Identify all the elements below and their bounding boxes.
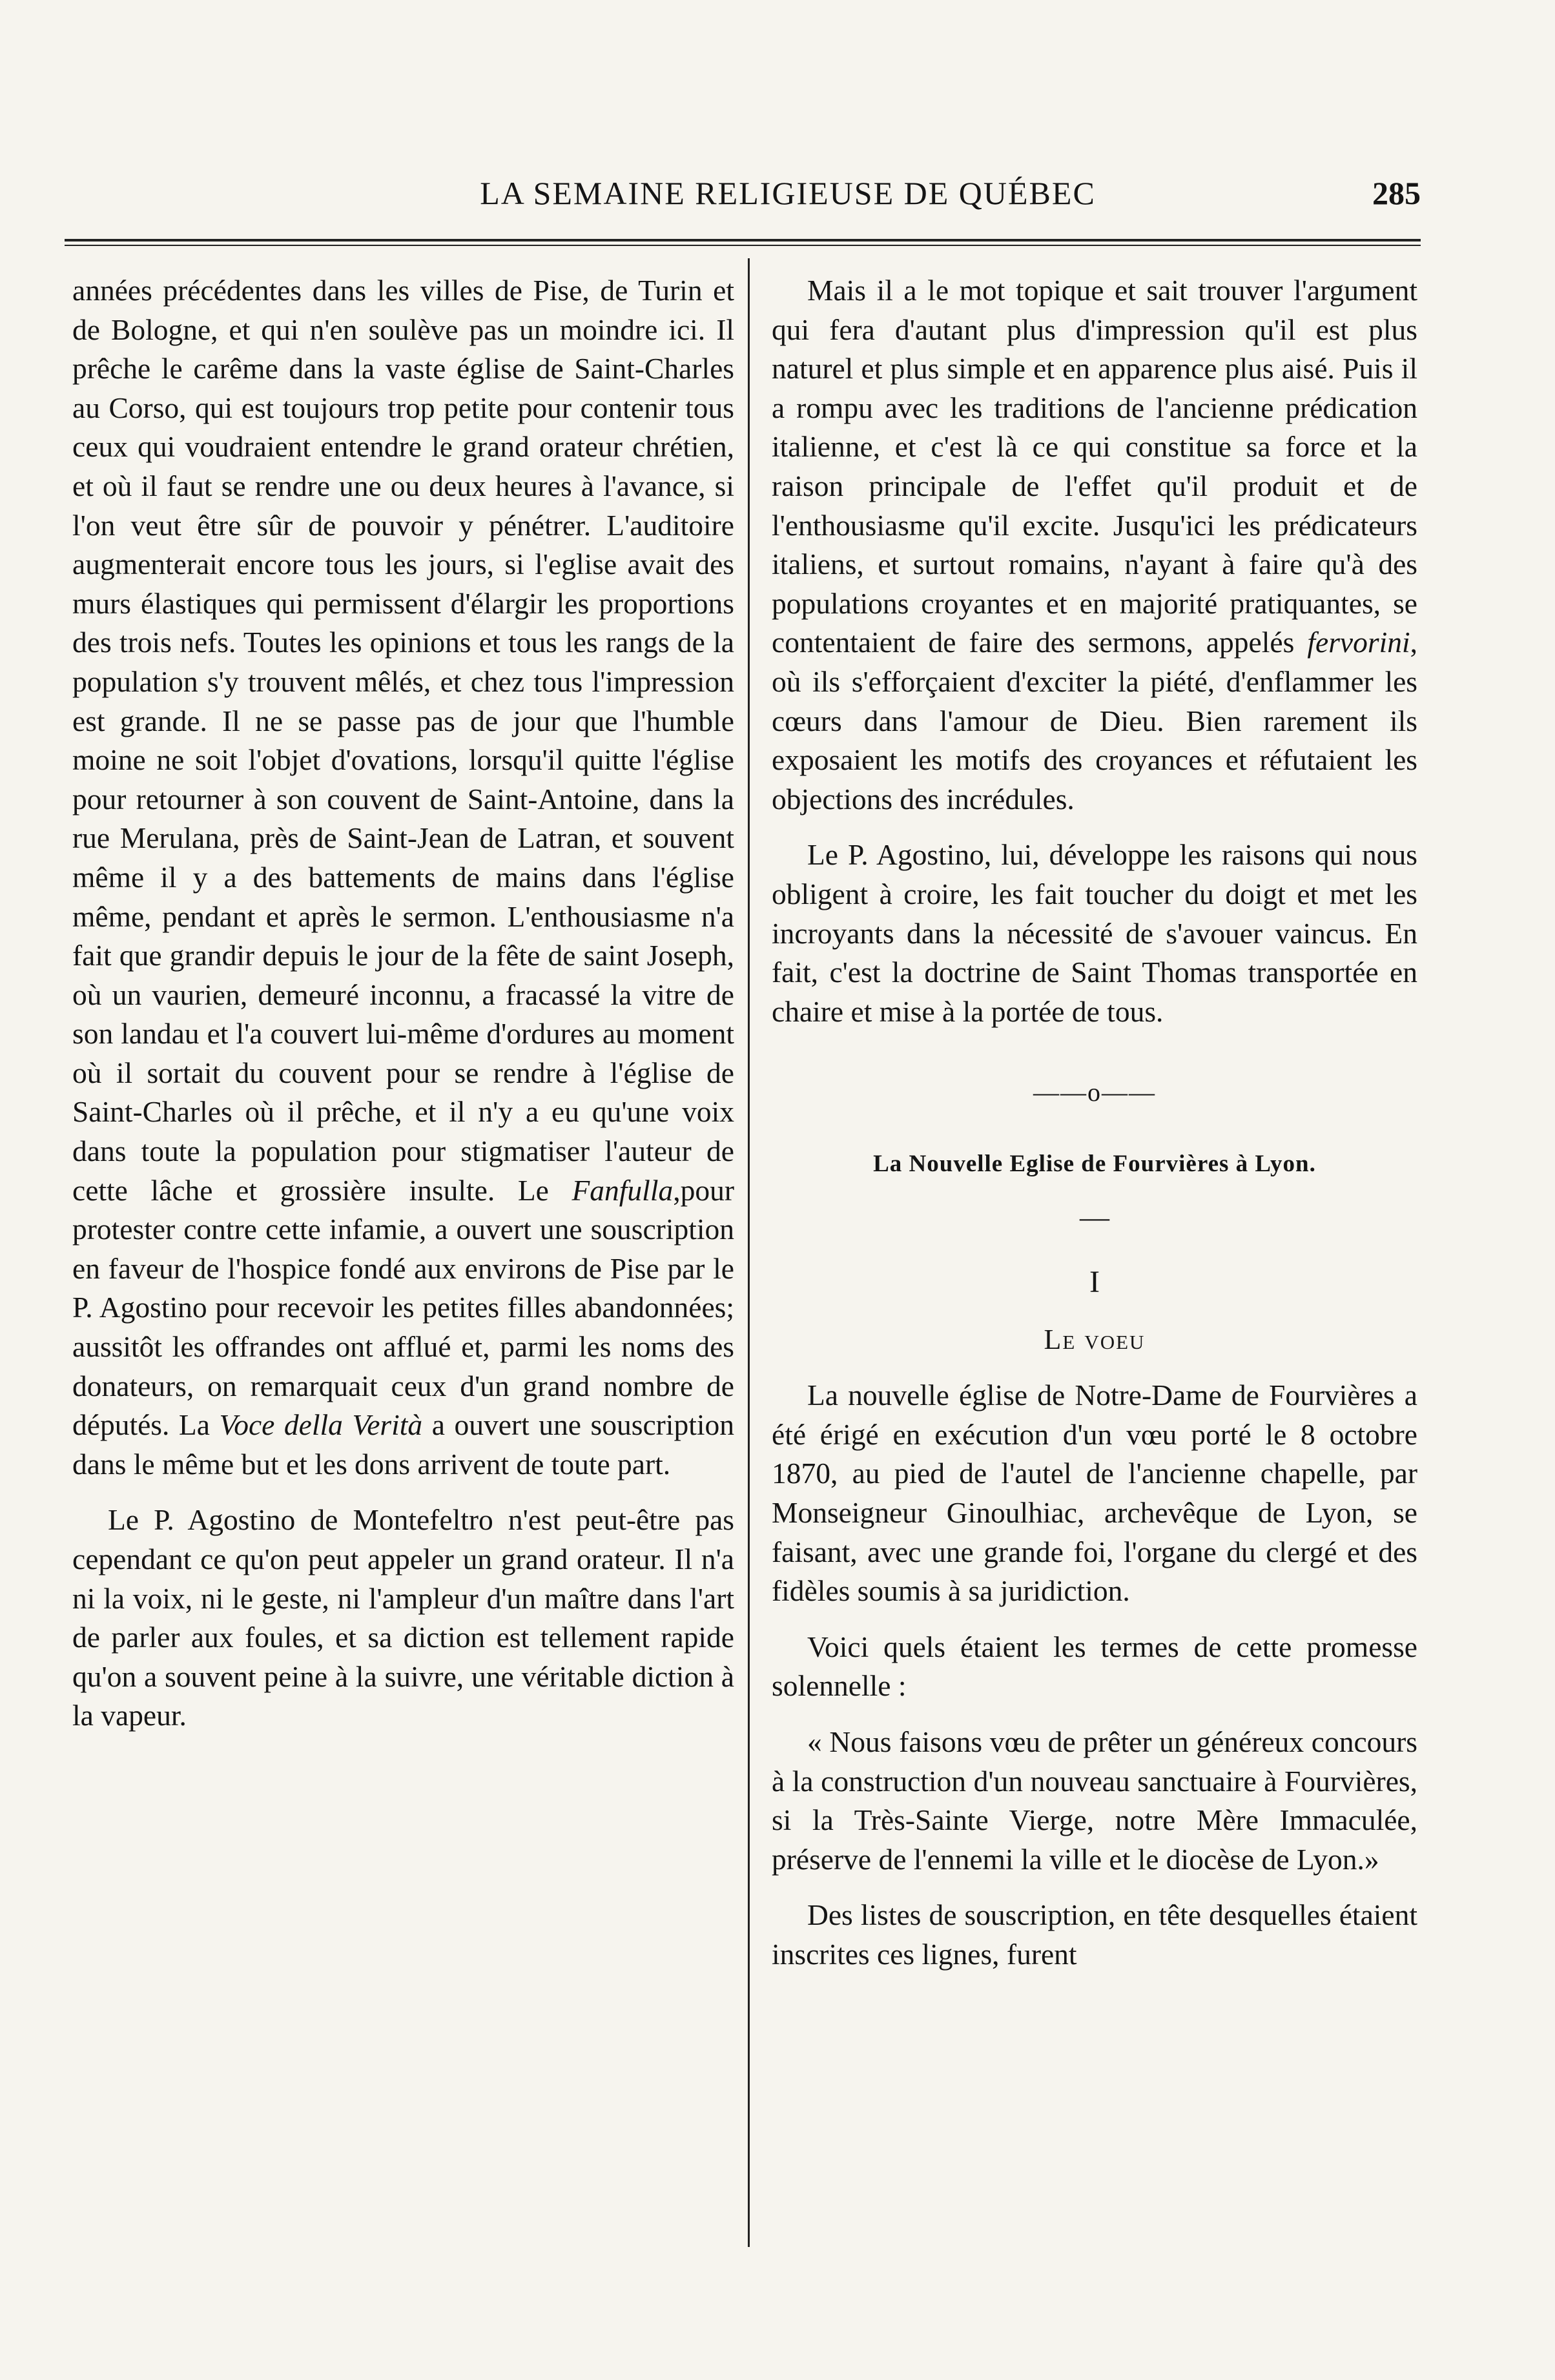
right-p1a-text: Mais il a le mot topique et sait trouver l'argument qui fera d'autant plus d'impression qu'il est plus naturel et plus simple et en apparence plus aisé. Puis il a rompu avec les traditions de l'ancienne prédication italienne, et c'est là ce qui constitue sa force et la raison principale de l'effet qu'il produit et de l'enthousiasme qu'il excite. Jusqu'ici les prédicateurs italiens, et surtout romains, n'ayant à faire qu'à des populations croyantes et en majorité pratiquantes, se contentaient de faire des sermons, appelés (772, 274, 1417, 659)
right-p1-italic: fervorini (1307, 626, 1410, 659)
left-paragraph-2: Le P. Agostino de Montefeltro n'est peut-être pas cependant ce qu'on peut appeler un grand orateur. Il n'a ni la voix, ni le geste, ni l'ampleur d'un maître dans l'art de parler aux foules, et sa diction est tellement rapide qu'on a souvent peine à la suivre, une véritable diction à la vapeur. (72, 1503, 734, 1732)
right-paragraph-5: « Nous faisons vœu de prêter un généreux concours à la construction d'un nouveau sanctuaire à Fourvières, si la Très-Sainte Vierge, notre Mère Immaculée, préserve de l'ennemi la ville et le diocèse de Lyon.» (772, 1725, 1417, 1876)
section-separator: ——o—— (1033, 1078, 1156, 1107)
right-paragraph-2: Le P. Agostino, lui, développe les raisons qui nous obligent à croire, les fait toucher du doigt et met les incroyants dans la nécessité de s'avouer vaincus. En fait, c'est la doctrine de Saint Thomas transportée en chaire et mise à la portée de tous. (772, 838, 1417, 1028)
right-column (772, 271, 1417, 1975)
right-paragraph-4: Voici quels étaient les termes de cette promesse solennelle : (772, 1630, 1417, 1703)
right-paragraph-6: Des listes de souscription, en tête desquelles étaient inscrites ces lignes, furent (772, 1898, 1417, 1971)
header-rule (65, 239, 1421, 246)
title-dash: — (1080, 1200, 1109, 1234)
running-title: LA SEMAINE RELIGIEUSE DE QUÉBEC (480, 175, 1096, 211)
left-column (72, 271, 734, 1736)
left-p1-text: années précédentes dans les villes de Pise, de Turin et de Bologne, et qui n'en soulève pas un moindre ici. Il prêche le carême dans la vaste église de Saint-Charles au Corso, qui est toujours trop petite pour contenir tous ceux qui voudraient entendre le grand orateur chrétien, et où il faut se rendre une ou deux heures à l'avance, si l'on veut être sûr de pouvoir y pénétrer. L'auditoire augmenterait encore tous les jours, si l'eglise avait des murs élastiques qui permissent d'élargir les proportions des trois nefs. Toutes les opinions et tous les rangs de la population s'y trouvent mêlés, et chez tous l'impression est grande. Il ne se passe pas de jour que l'humble moine ne soit l'objet d'ovations, lorsqu'il quitte l'église pour retourner à son couvent de Saint-Antoine, dans la rue Merulana, près de Saint-Jean de Latran, et souvent même il y a des battements de mains dans l'église même, pendant et après le sermon. L'enthousiasme n'a fait que grandir depuis le jour de la fête de saint Joseph, où un vaurien, demeuré inconnu, a fracassé la vitre de son landau et l'a couvert lui-même d'ordures au moment où il sortait du couvent pour se rendre à l'église de Saint-Charles où il prêche, et il n'y a eu qu'une voix dans toute la population pour stigmatiser l'auteur de cette lâche et grossière insulte. Le (72, 274, 734, 1207)
right-paragraph-1 (772, 271, 1417, 819)
right-p1b-text: , où ils s'efforçaient d'exciter la piété, d'enflammer les cœurs dans l'amour de Dieu. Bien rarement ils exposaient les motifs des croyances et réfutaient les objections des incrédules. (772, 626, 1417, 816)
left-paragraph-1 (72, 271, 734, 1484)
right-paragraph-3: La nouvelle église de Notre-Dame de Fourvières a été érigé en exécution d'un vœu porté le 8 octobre 1870, au pied de l'autel de l'ancienne chapelle, par Monseigneur Ginoulhiac, archevêque de Lyon, se faisant, avec une grande foi, l'organe du clergé et des fidèles soumis à sa juridiction. (772, 1379, 1417, 1608)
left-p1c-text: a ouvert une souscription dans le même but et les dons arrivent de toute part. (72, 1408, 734, 1481)
article-title: La Nouvelle Eglise de Fourvières à Lyon. (873, 1150, 1316, 1177)
column-divider (748, 258, 750, 2247)
left-p1-italic: Fanfulla (572, 1173, 674, 1207)
left-p1b-text: ,pour protester contre cette infamie, a ouvert une souscription en faveur de l'hospice fondé aux environs de Pise par le P. Agostino pour recevoir les petites filles abandonnées; aussitôt les offrandes ont afflué et, parmi les noms des donateurs, on remarquait ceux d'un grand nombre de députés. La (72, 1173, 734, 1442)
page-header (65, 174, 1421, 226)
section-title: Le voeu (1044, 1323, 1146, 1355)
page-number: 285 (1372, 175, 1421, 211)
section-number: I (1089, 1265, 1100, 1300)
left-p1-italic-2: Voce della Verità (219, 1408, 423, 1442)
